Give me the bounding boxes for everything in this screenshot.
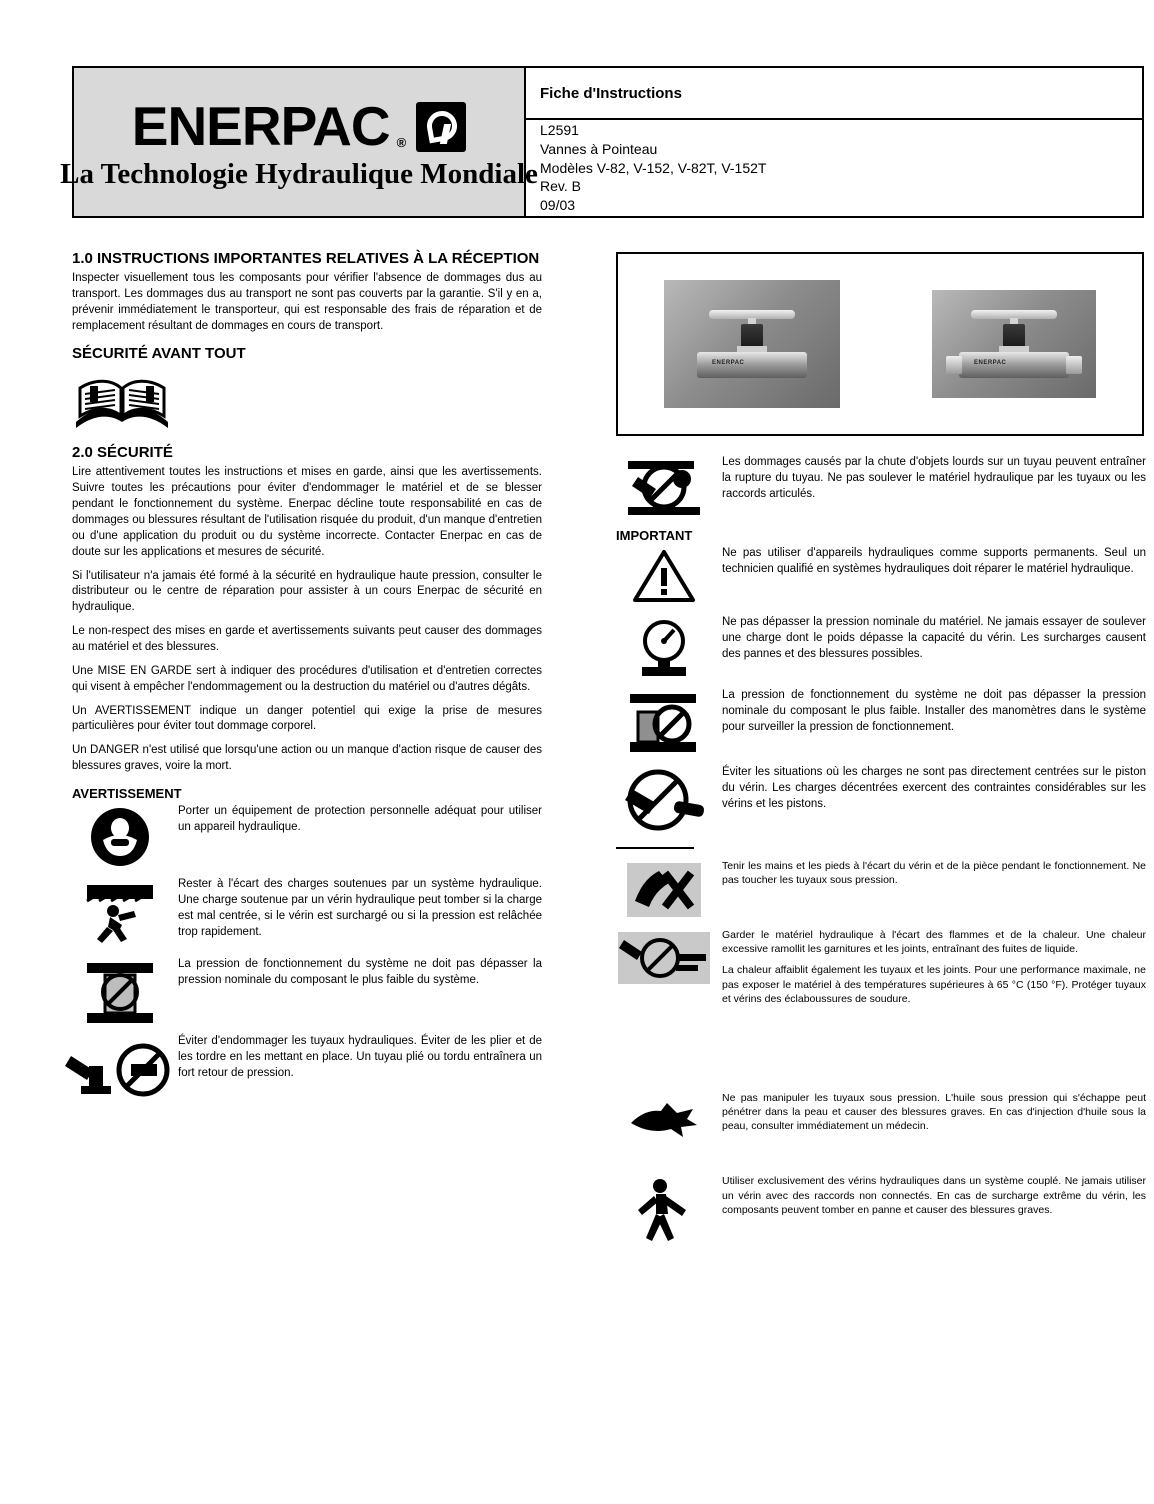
gauge-row — [616, 615, 1146, 679]
right-text-column — [616, 455, 1146, 1251]
leak-text-2: La chaleur affaiblit également les tuyaux et les joints. Pour une performance maximale, ne pas exposer le matériel à des températures supérieures à 65 °C (150 °F). Protéger tuyaux et vérins des éclaboussures de soudure. — [722, 964, 1146, 1005]
open-manual-icon — [72, 372, 542, 434]
important-row — [616, 546, 1146, 604]
safety-first-block — [72, 345, 542, 775]
valve-brand-text: ENERPAC — [712, 360, 745, 366]
safety-paragraph-1: Lire attentivement toutes les instructions et mises en garde, ainsi que les avertissements. Suivre toutes les précautions pour éviter d'endommager le matériel et de se blesser pendant le fonctionnement du système. Enerpac décline toute responsabilité en cas de dommages ou blessures résultant de l'utilisation risquée du produit, d'un manque d'entretien ou d'une application du produit ou du système incorrecte. Contacter Enerpac en cas de doute sur les applications et mesures de sécurité. — [72, 466, 542, 558]
definition-danger: Un DANGER n'est utilisé que lorsqu'une action ou un manque d'action risque de causer des blessures graves, voire la mort. — [72, 744, 542, 773]
gauge-text: Ne pas dépasser la pression nominale du matériel. Ne jamais essayer de soulever une charge dont le poids dépasse la capacité du vérin. Les surcharges causent des pannes et des blessures possibles. — [722, 616, 1146, 660]
sheet-label: Fiche d'Instructions — [540, 84, 682, 102]
no-overload-icon — [65, 1036, 175, 1102]
warning-load-row — [72, 877, 542, 948]
important-heading: IMPORTANT — [616, 528, 693, 543]
pressure-limit-icon — [83, 959, 157, 1025]
keep-away-row — [616, 1174, 1146, 1242]
warning-limits-row — [72, 957, 542, 1025]
receiving-instructions — [72, 250, 542, 334]
warning-heading: AVERTISSEMENT — [72, 786, 182, 802]
important-block — [616, 528, 1146, 604]
injection-text: Ne pas manipuler les tuyaux sous pression. L'huile sous pression qui s'échappe peut pénétrer dans la peau et causer des blessures graves. En cas d'injection d'huile sous la peau, consulter immédiatement un médecin. — [722, 1091, 1146, 1133]
no-hands-row — [616, 859, 1146, 919]
doc-number: L2591 — [540, 121, 579, 138]
no-drop-text: Les dommages causés par la chute d'objets lourds sur un tuyau peuvent entraîner la rupture du tuyau. Ne pas soulever le matériel hydraulique par les tuyaux ou les raccords articulés. — [722, 456, 1146, 500]
warning-load-text: Rester à l'écart des charges soutenues par un système hydraulique. Une charge soutenue par un vérin hydraulique peut tomber si la charge est mal centrée, si le vérin est surchargé ou si la pression est relâchée trop rapidement. — [178, 878, 542, 938]
product-photo-box — [616, 252, 1144, 436]
header-meta — [526, 68, 1142, 216]
safety-paragraph-3: Le non-respect des mises en garde et avertissements suivants peut causer des dommages au matériel et des blessures. — [72, 625, 542, 654]
no-hands-icon — [625, 861, 703, 919]
no-flame-heat-icon — [618, 767, 710, 833]
keep-away-text: Utiliser exclusivement des vérins hydrauliques dans un système couplé. Ne jamais utiliser un vérin avec des raccords non connectés. En cas de surcharge extrême du vérin, les composants peuvent tomber en panne et causer des blessures graves. — [722, 1175, 1146, 1216]
doc-title: Vannes à Pointeau — [540, 140, 658, 157]
enerpac-logo — [60, 68, 538, 216]
registered-mark: ® — [396, 135, 407, 150]
injection-row — [616, 1091, 1146, 1141]
safety-first-heading: SÉCURITÉ AVANT TOUT — [72, 345, 246, 363]
no-flame-row — [616, 765, 1146, 833]
pressure-gauge-icon — [630, 617, 698, 679]
document-identity — [526, 120, 1142, 216]
leak-text: Garder le matériel hydraulique à l'écart des flammes et de la chaleur. Une chaleur excessive ramollit les garnitures et les joints, entraînant des fuites de liquide. — [722, 929, 1146, 956]
document-header — [60, 66, 1144, 218]
doc-date: 09/03 — [540, 197, 576, 214]
no-pressure-row — [616, 688, 1146, 756]
receiving-text: Inspecter visuellement tous les composants pour vérifier l'absence de dommages dus au transport. Les dommages dus au transport ne sont pas couverts par la garantie. S'il y en a, prévenir immédiatement le transporteur, qui est responsable des frais de réparation et de remplacement résultant de dommages en cours de transport. — [72, 272, 542, 332]
no-drop-load-icon — [624, 457, 704, 519]
falling-load-icon — [83, 879, 157, 945]
warning-ppe-text: Porter un équipement de protection personnelle adéquat pour utiliser un appareil hydraulique. — [178, 805, 542, 833]
safety-goggles-icon — [89, 806, 151, 868]
warning-ppe-row — [72, 804, 542, 868]
no-flame-text: Éviter les situations où les charges ne sont pas directement centrées sur le piston du vérin. Les charges décentrées exercent des contraintes considérables sur les vérins et les pistons. — [722, 766, 1146, 810]
valve-brand-text-2: ENERPAC — [974, 360, 1007, 366]
definition-attention: Une MISE EN GARDE sert à indiquer des procédures d'utilisation et d'entretien correctes qui visent à empêcher l'endommagement ou la destruction du matériel ou d'autres dégâts. — [72, 664, 542, 693]
receiving-heading: 1.0 INSTRUCTIONS IMPORTANTES RELATIVES À LA RÉCEPTION — [72, 250, 540, 267]
left-text-column — [72, 250, 542, 1113]
doc-rev: Rev. B — [540, 178, 581, 195]
enerpac-symbol-icon — [416, 102, 466, 152]
no-hands-text: Tenir les mains et les pieds à l'écart du vérin et de la pièce pendant le fonctionnement. Ne pas toucher les tuyaux sous pression. — [722, 860, 1146, 887]
warning-relief-row — [72, 1034, 542, 1102]
important-text: Ne pas utiliser d'appareils hydrauliques comme supports permanents. Seul un technicien qualifié en systèmes hydrauliques doit réparer le matériel hydraulique. — [722, 547, 1146, 575]
no-pressure-icon — [626, 690, 702, 756]
brand-tagline: La Technologie Hydraulique Mondiale — [60, 158, 538, 190]
instruction-sheet-line — [526, 68, 1142, 120]
doc-models: Modèles V-82, V-152, V-82T, V-152T — [540, 159, 767, 176]
warnings-block — [72, 786, 542, 1102]
leak-hazard-icon — [616, 930, 712, 986]
warning-limits-text: La pression de fonctionnement du système ne doit pas dépasser la pression nominale du composant le plus faible du système. — [178, 958, 542, 987]
keep-away-icon — [636, 1176, 692, 1242]
product-photo-right — [932, 290, 1096, 398]
warning-relief-text: Éviter d'endommager les tuyaux hydrauliques. Éviter de les plier et de les tordre en les mettant en place. Un tuyau plié ou tordu entraînera un fort retour de pression. — [178, 1035, 542, 1080]
product-photo-left — [664, 280, 840, 408]
safety-section-heading: 2.0 SÉCURITÉ — [72, 444, 173, 462]
fluid-injection-icon — [627, 1093, 701, 1139]
brand-name: ENERPAC — [131, 95, 390, 157]
safety-paragraph-2: Si l'utilisateur n'a jamais été formé à la sécurité en hydraulique haute pression, consulter le distributeur ou le centre de réparation pour assister à un cours Enerpac de sécurité en hydraulique. — [72, 569, 542, 614]
warning-triangle-icon — [632, 548, 696, 604]
no-drop-row — [616, 455, 1146, 519]
logo-wordmark — [131, 95, 466, 157]
no-pressure-text: La pression de fonctionnement du système ne doit pas dépasser la pression nominale du composant le plus faible. Installer des manomètres dans le système pour surveiller la pression de fonctionnement. — [722, 689, 1146, 733]
definition-warning: Un AVERTISSEMENT indique un danger potentiel qui exige la prise de mesures particulières pour éviter tout dommage corporel. — [72, 704, 542, 733]
footnote-divider — [616, 847, 694, 849]
leak-row — [616, 928, 1146, 1013]
